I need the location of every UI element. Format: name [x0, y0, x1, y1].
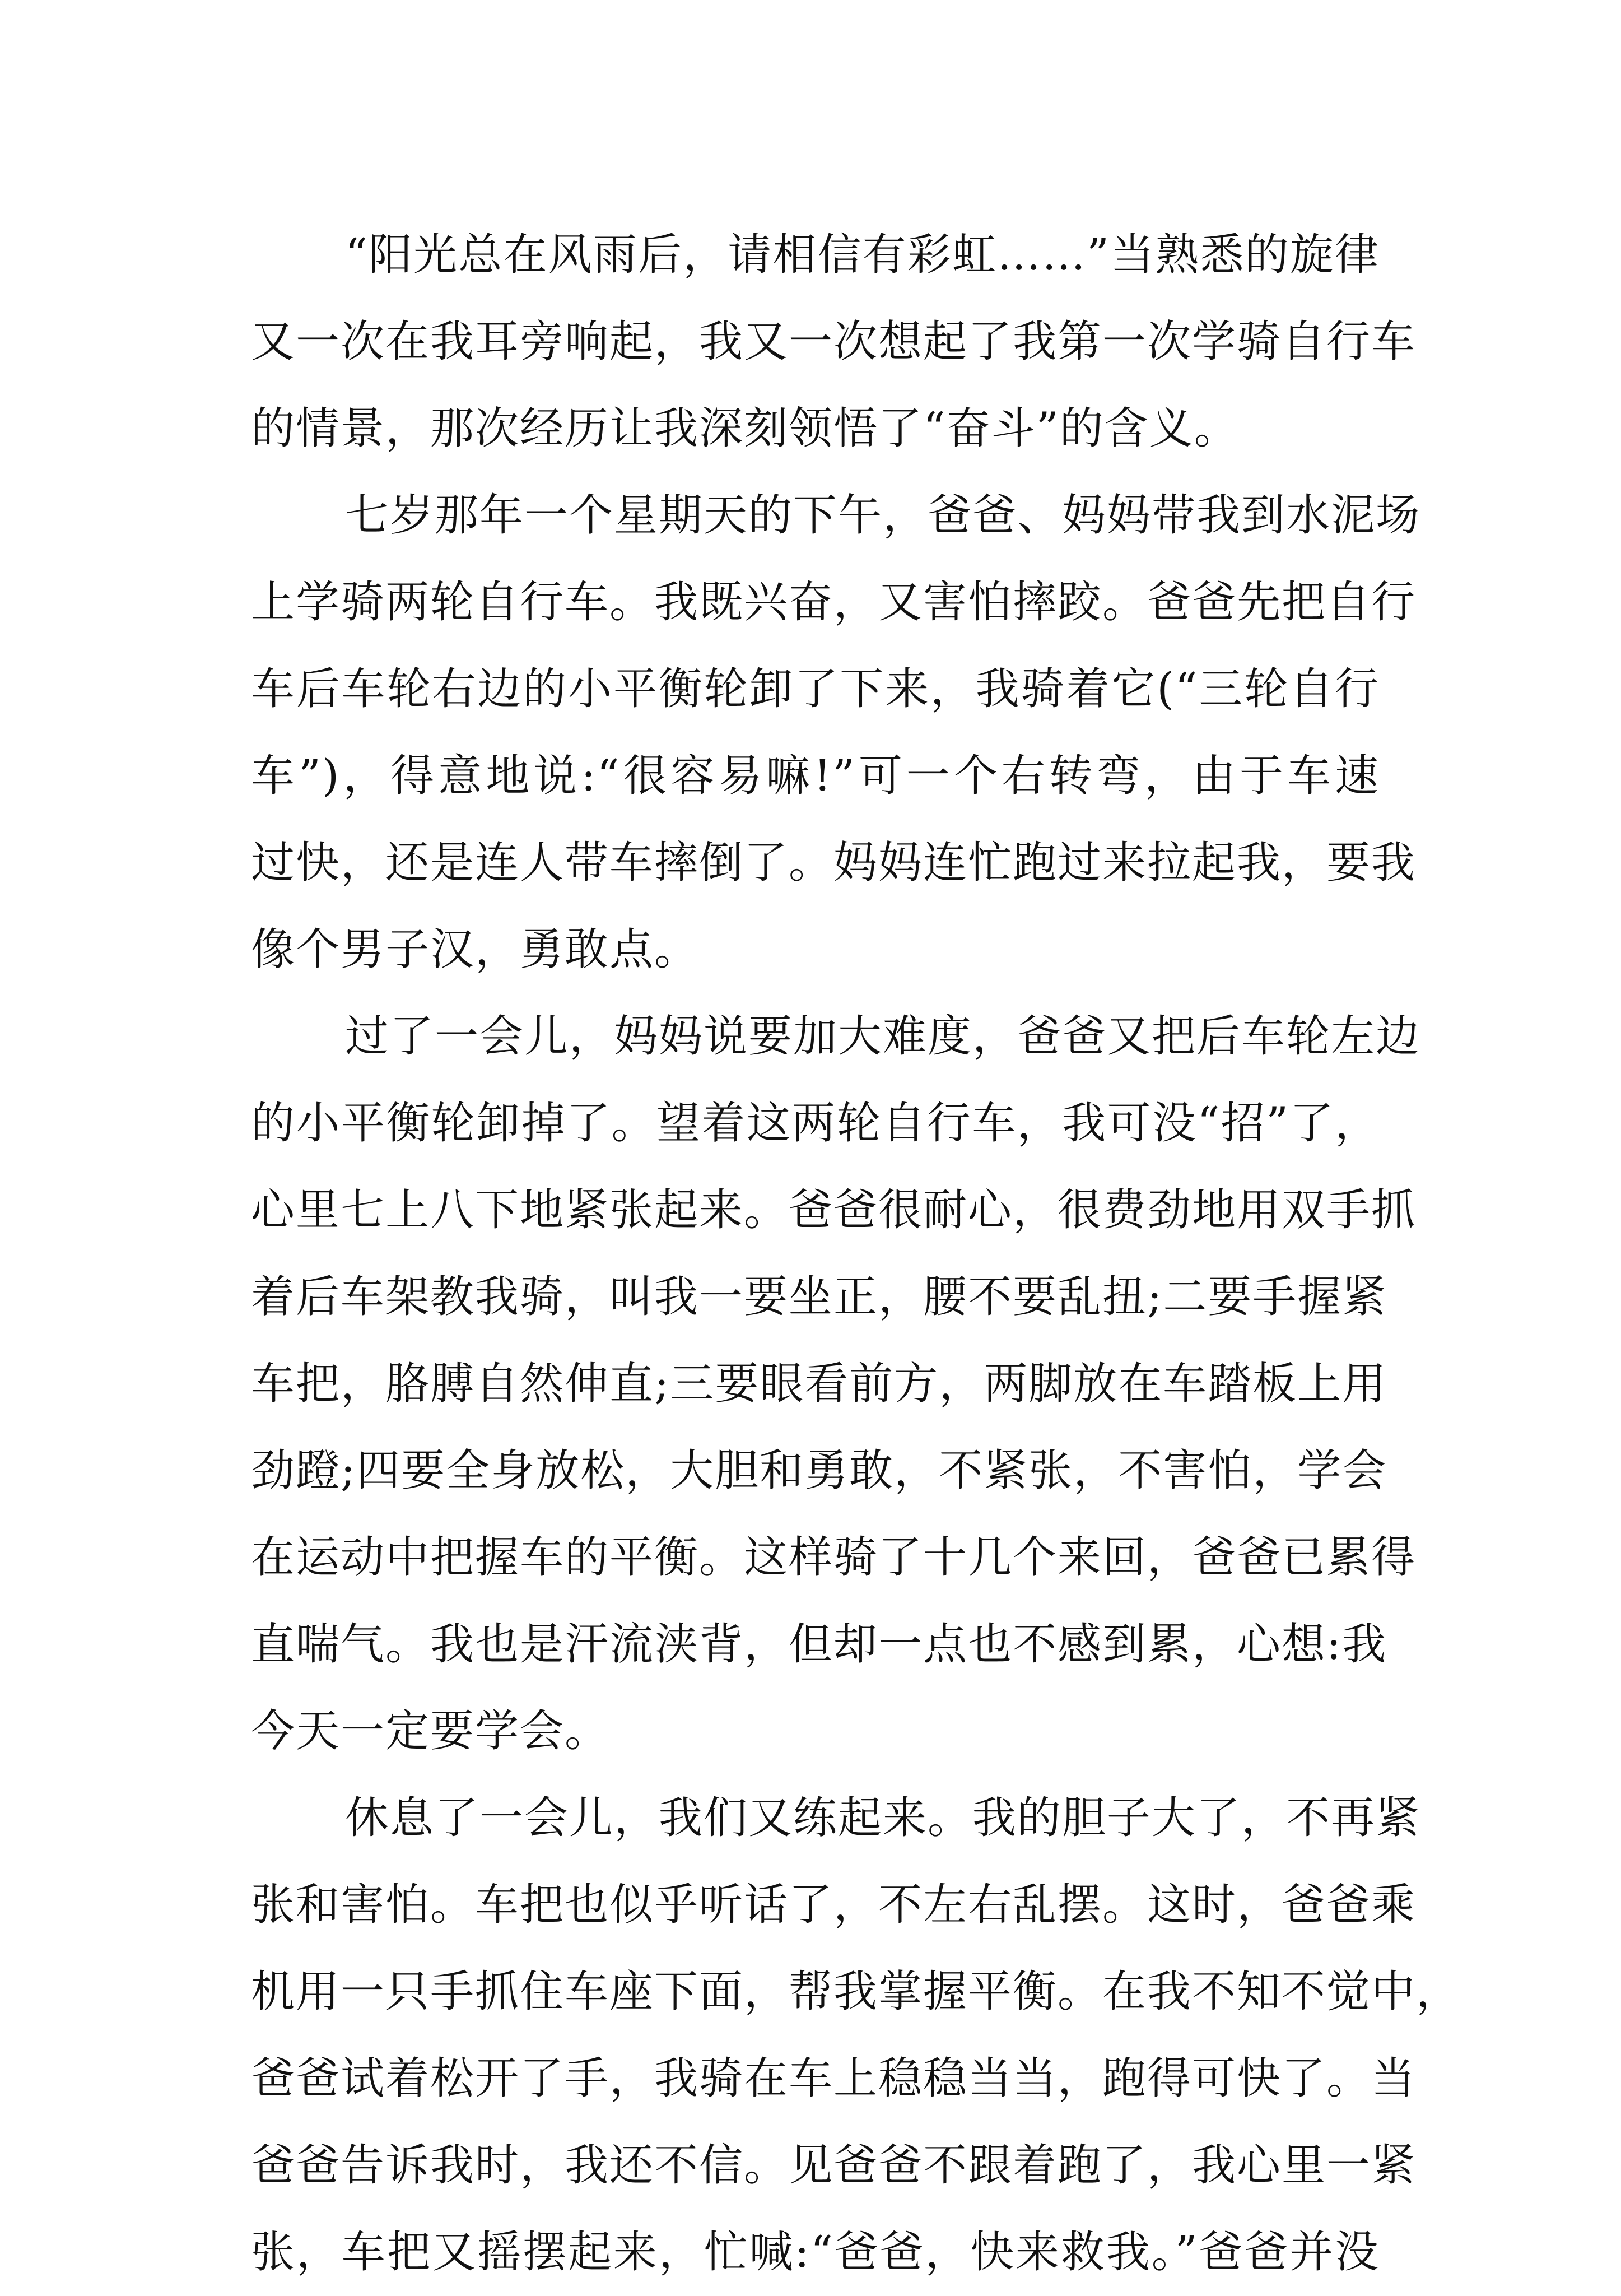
- text-line: 车把，胳膊自然伸直;三要眼看前方，两脚放在车踏板上用: [251, 1359, 1387, 1409]
- text-line: 着后车架教我骑，叫我一要坐正，腰不要乱扭;二要手握紧: [251, 1272, 1387, 1322]
- text-line: 的情景，那次经历让我深刻领悟了“奋斗”的含义。: [251, 403, 1239, 454]
- text-line: 张和害怕。车把也似乎听话了，不左右乱摆。这时，爸爸乘: [251, 1880, 1417, 1930]
- text-line: 过快，还是连人带车摔倒了。妈妈连忙跑过来拉起我，要我: [251, 838, 1417, 888]
- text-line: 爸爸试着松开了手，我骑在车上稳稳当当，跑得可快了。当: [251, 2053, 1417, 2104]
- essay-body: [251, 212, 1461, 2296]
- text-line: 今天一定要学会。: [251, 1706, 610, 1756]
- text-line: 像个男子汉，勇敢点。: [251, 924, 700, 975]
- text-line: 张，车把又摇摆起来，忙喊:“爸爸，快来救我。”爸爸并没: [251, 2227, 1380, 2278]
- text-line: 在运动中把握车的平衡。这样骑了十几个来回，爸爸已累得: [251, 1532, 1417, 1583]
- text-line: 的小平衡轮卸掉了。望着这两轮自行车，我可没“招”了，: [251, 1098, 1380, 1149]
- text-line: “阳光总在风雨后，请相信有彩虹……”当熟悉的旋律: [345, 230, 1380, 280]
- text-line: 车”)，得意地说:“很容易嘛!”可一个右转弯，由于车速: [251, 751, 1380, 801]
- text-line: 七岁那年一个星期天的下午，爸爸、妈妈带我到水泥场: [345, 490, 1421, 541]
- text-line: 心里七上八下地紧张起来。爸爸很耐心，很费劲地用双手抓: [251, 1185, 1417, 1235]
- text-line: 直喘气。我也是汗流浃背，但却一点也不感到累，心想:我: [251, 1619, 1387, 1670]
- text-line: 爸爸告诉我时，我还不信。见爸爸不跟着跑了，我心里一紧: [251, 2140, 1417, 2191]
- text-line: 劲蹬;四要全身放松，大胆和勇敢，不紧张，不害怕，学会: [251, 1446, 1387, 1496]
- text-line: 过了一会儿，妈妈说要加大难度，爸爸又把后车轮左边: [345, 1011, 1421, 1062]
- text-line: 机用一只手抓住车座下面，帮我掌握平衡。在我不知不觉中，: [251, 1967, 1461, 2017]
- text-line: 休息了一会儿，我们又练起来。我的胆子大了，不再紧: [345, 1793, 1421, 1843]
- text-line: 上学骑两轮自行车。我既兴奋，又害怕摔跤。爸爸先把自行: [251, 577, 1417, 628]
- text-line: 又一次在我耳旁响起，我又一次想起了我第一次学骑自行车: [251, 317, 1417, 367]
- text-line: 车后车轮右边的小平衡轮卸了下来，我骑着它(“三轮自行: [251, 664, 1380, 714]
